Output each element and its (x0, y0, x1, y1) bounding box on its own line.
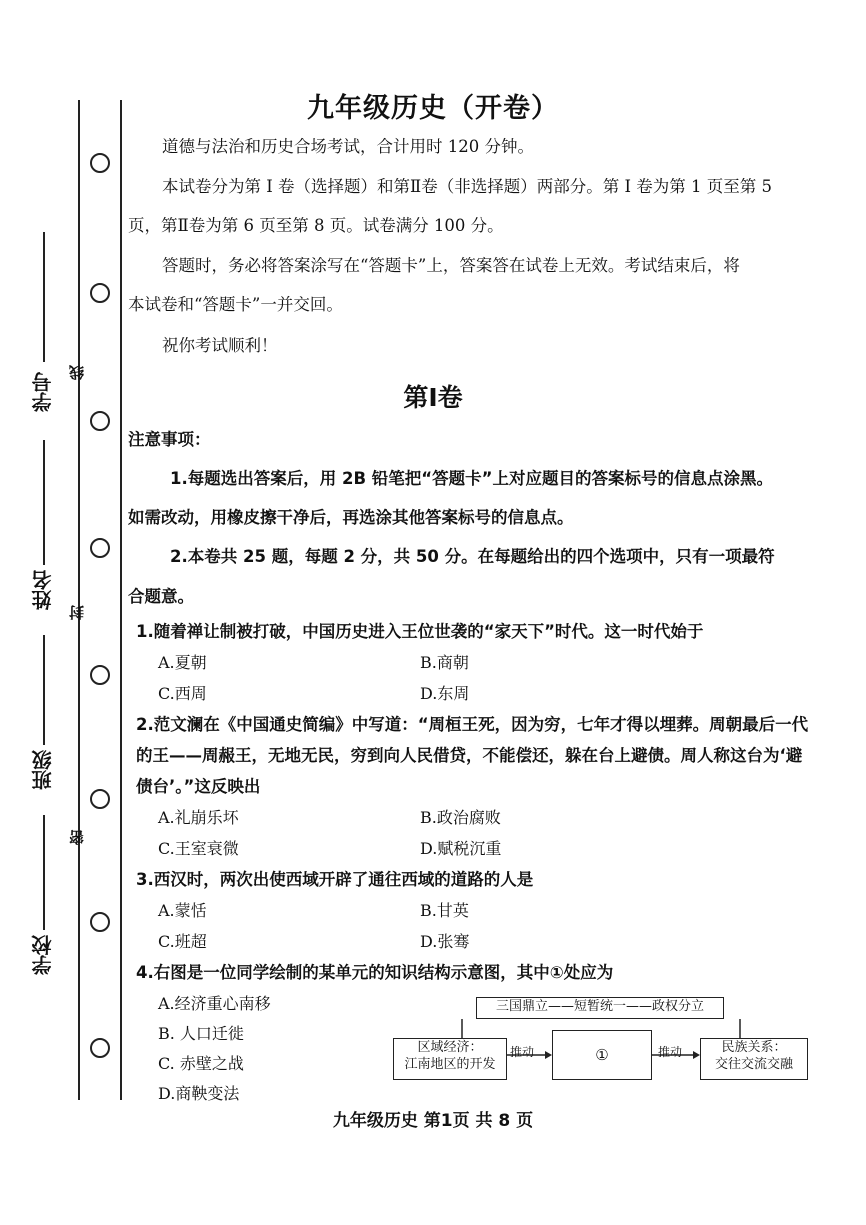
name-fill-line (43, 440, 45, 565)
binding-hole (90, 538, 110, 558)
diagram-arrow-right-label: 推动 (658, 1045, 683, 1059)
question-3-option-a: A.蒙恬 (158, 901, 207, 920)
question-2-stem-line1: 2.范文澜在《中国通史简编》中写道：“周桓王死，因为穷，七年才得以埋葬。周朝最后一代 (136, 715, 809, 734)
intro-p2-line1: 本试卷分为第 I 卷（选择题）和第Ⅱ卷（非选择题）两部分。第 I 卷为第 1 页至第 5 (162, 177, 772, 196)
question-2-stem-line2: 的王——周赧王，无地无民，穷到向人民借贷，不能偿还，躲在台上避债。周人称这台为‘避 (136, 746, 803, 765)
binding-hole (90, 283, 110, 303)
question-4-option-b: B. 人口迁徙 (158, 1024, 244, 1043)
diagram-right-box (700, 1038, 808, 1080)
intro-p4: 祝你考试顺利！ (162, 336, 278, 355)
binding-line-left (78, 100, 80, 1100)
question-3-option-c: C.班超 (158, 932, 207, 951)
question-4-option-c: C. 赤壁之战 (158, 1054, 244, 1073)
note1-line2: 如需改动，用橡皮擦干净后，再选涂其他答案标号的信息点。 (128, 508, 574, 527)
label-class: 班级 (31, 750, 55, 790)
diagram-right-box-line1: 民族关系： (721, 1040, 787, 1055)
note2-line2: 合题意。 (128, 587, 194, 606)
student-no-fill-line (43, 232, 45, 362)
diagram-center-box: ① (552, 1030, 652, 1080)
diagram-top-box: 三国鼎立——短暂统一——政权分立 (476, 997, 724, 1019)
diagram-arrow-left-label: 推动 (510, 1045, 535, 1059)
notes-label: 注意事项： (128, 430, 211, 449)
intro-p3-line2: 本试卷和“答题卡”一并交回。 (128, 295, 343, 314)
question-2-option-c: C.王室衰微 (158, 839, 239, 858)
mark-seal: 封 (68, 605, 86, 620)
question-1-option-a: A.夏朝 (158, 653, 207, 672)
question-4-option-d: D.商鞅变法 (158, 1084, 240, 1103)
question-4-stem: 4.右图是一位同学绘制的某单元的知识结构示意图，其中①处应为 (136, 963, 614, 982)
binding-hole (90, 1038, 110, 1058)
question-1-option-c: C.西周 (158, 684, 207, 703)
label-student-no: 学号 (31, 372, 55, 412)
intro-p3-line1: 答题时，务必将答案涂写在“答题卡”上，答案答在试卷上无效。考试结束后，将 (162, 256, 740, 275)
binding-hole (90, 153, 110, 173)
mark-secret: 密 (68, 830, 86, 845)
binding-line-right (120, 100, 122, 1100)
diagram-left-box-line2: 江南地区的开发 (404, 1057, 496, 1072)
note2-line1: 2.本卷共 25 题，每题 2 分，共 50 分。在每题给出的四个选项中，只有一项最符 (170, 547, 775, 566)
binding-hole (90, 789, 110, 809)
section-title: 第Ⅰ卷 (403, 383, 463, 412)
question-1-option-d: D.东周 (420, 684, 470, 703)
question-3-stem: 3.西汉时，两次出使西域开辟了通往西域的道路的人是 (136, 870, 534, 889)
question-3-option-b: B.甘英 (420, 901, 469, 920)
diagram-right-box-line2: 交往交流交融 (714, 1057, 793, 1072)
page-footer: 九年级历史 第1页 共 8 页 (332, 1111, 534, 1131)
question-1-option-b: B.商朝 (420, 653, 469, 672)
diagram-left-box (393, 1038, 507, 1080)
page-title: 九年级历史（开卷） (307, 93, 559, 124)
class-fill-line (43, 635, 45, 745)
question-4-option-a: A.经济重心南移 (158, 994, 271, 1013)
diagram-left-box-line1: 区域经济： (417, 1040, 483, 1055)
question-2-option-d: D.赋税沉重 (420, 839, 502, 858)
binding-hole (90, 665, 110, 685)
note1-line1: 1.每题选出答案后，用 2B 铅笔把“答题卡”上对应题目的答案标号的信息点涂黑。 (170, 469, 773, 488)
intro-p1: 道德与法治和历史合场考试，合计用时 120 分钟。 (162, 137, 534, 156)
question-2-option-b: B.政治腐败 (420, 808, 501, 827)
intro-p2-line2: 页，第Ⅱ卷为第 6 页至第 8 页。试卷满分 100 分。 (128, 216, 504, 235)
label-school: 学校 (31, 935, 55, 975)
question-3-option-d: D.张骞 (420, 932, 470, 951)
mark-line: 线 (68, 365, 86, 380)
question-2-option-a: A.礼崩乐坏 (158, 808, 239, 827)
question-2-stem-line3: 债台’。”这反映出 (136, 777, 261, 796)
school-fill-line (43, 815, 45, 930)
question-1-stem: 1.随着禅让制被打破，中国历史进入王位世袭的“家天下”时代。这一时代始于 (136, 622, 704, 641)
label-name: 姓名 (31, 570, 55, 610)
binding-hole (90, 912, 110, 932)
binding-hole (90, 411, 110, 431)
